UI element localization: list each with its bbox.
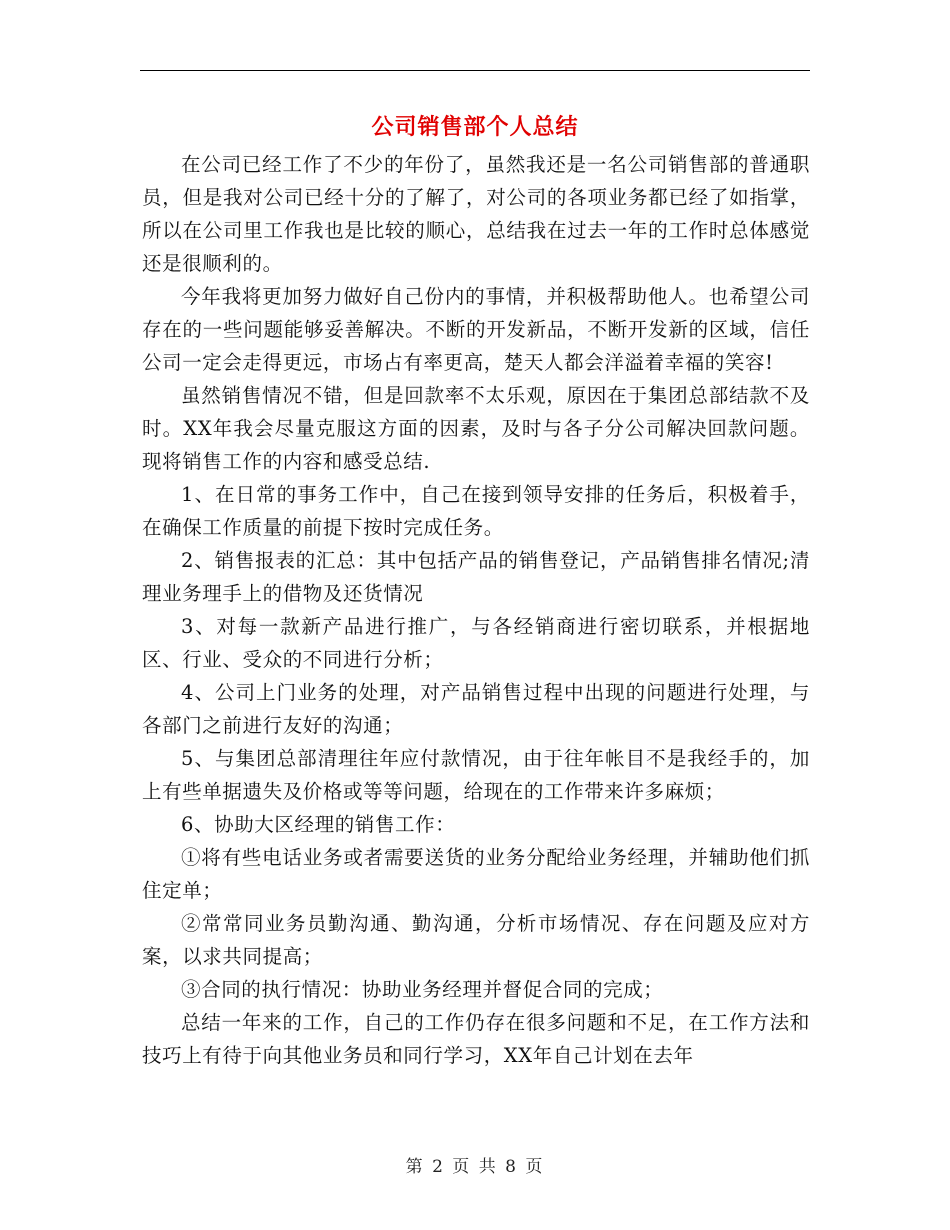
paragraph: 今年我将更加努力做好自己份内的事情，并积极帮助他人。也希望公司存在的一些问题能够妥善解决。不断的开发新品，不断开发新的区域，信任公司一定会走得更远，市场占有率更高，楚天人都会洋溢着幸福的笑容!: [142, 285, 810, 374]
list-item: 4、公司上门业务的处理，对产品销售过程中出现的问题进行处理，与各部门之前进行友好的沟通；: [142, 681, 810, 737]
list-item: 3、对每一款新产品进行推广，与各经销商进行密切联系，并根据地区、行业、受众的不同进行分析；: [142, 615, 810, 671]
header-rule: [140, 70, 810, 71]
list-item: 2、销售报表的汇总：其中包括产品的销售登记，产品销售排名情况;清理业务理手上的借物及还货情况: [142, 549, 810, 605]
paragraph: 在公司已经工作了不少的年份了，虽然我还是一名公司销售部的普通职员，但是我对公司已经十分的了解了，对公司的各项业务都已经了如指掌，所以在公司里工作我也是比较的顺心，总结我在过去一年的工作时总体感觉还是很顺利的。: [142, 153, 810, 275]
list-item: 5、与集团总部清理往年应付款情况，由于往年帐目不是我经手的，加上有些单据遗失及价格或等等问题，给现在的工作带来许多麻烦；: [142, 747, 810, 803]
list-item: 6、协助大区经理的销售工作：: [181, 813, 456, 836]
list-item: 1、在日常的事务工作中，自己在接到领导安排的任务后，积极着手，在确保工作质量的前提下按时完成任务。: [142, 483, 810, 539]
document-body: [142, 148, 810, 1072]
paragraph: 总结一年来的工作，自己的工作仍存在很多问题和不足，在工作方法和技巧上有待于向其他业务员和同行学习，XX年自己计划在去年: [142, 1011, 810, 1067]
sub-list-item: ③合同的执行情况：协助业务经理并督促合同的完成；: [181, 978, 664, 1001]
sub-list-item: ①将有些电话业务或者需要送货的业务分配给业务经理，并辅助他们抓住定单；: [142, 846, 810, 902]
paragraph: 虽然销售情况不错，但是回款率不太乐观，原因在于集团总部结款不及时。XX年我会尽量克服这方面的因素，及时与各子分公司解决回款问题。现将销售工作的内容和感受总结.: [142, 384, 810, 473]
sub-list-item: ②常常同业务员勤沟通、勤沟通，分析市场情况、存在问题及应对方案，以求共同提高；: [142, 912, 810, 968]
document-title: 公司销售部个人总结: [371, 114, 579, 140]
page-number: 第 2 页 共 8 页: [405, 1157, 545, 1177]
